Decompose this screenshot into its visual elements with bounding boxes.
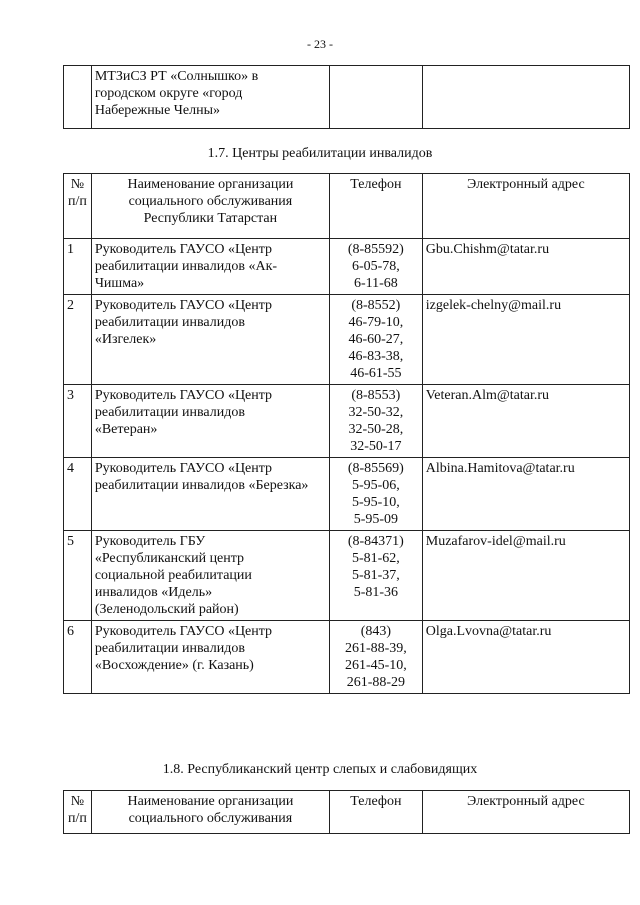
table-row [64,385,630,458]
name-line: Руководитель ГАУСО «Центр [94,242,273,257]
email-address: Albina.Hamitova@tatar.ru [422,458,629,531]
table-row [64,295,630,385]
name-line: Руководитель ГАУСО «Центр [94,461,273,476]
name-line: Набережные Челны» [94,103,221,118]
phone-line: (8-85592) [347,242,404,257]
email-address: izgelek-chelny@mail.ru [422,295,629,385]
table-row [64,66,630,129]
row-number: 2 [64,295,92,385]
name-line: реабилитации инвалидов [94,405,245,420]
row-number: 5 [64,531,92,621]
name-line: социальной реабилитации [94,568,252,583]
organization-name [91,458,329,531]
header-organization-line: социального обслуживания [128,811,293,826]
header-organization-line: Наименование организации [127,177,294,192]
rehabilitation-centers-table [63,173,630,694]
phone-line: (8-84371) [347,534,404,549]
header-phone: Телефон [329,791,422,834]
row-number: 1 [64,239,92,295]
name-line: МТЗиСЗ РТ «Солнышко» в [94,69,259,84]
header-phone: Телефон [329,174,422,239]
header-organization-line: социального обслуживания [128,194,293,209]
phone-line: 6-05-78, [351,259,400,274]
email-cell [422,66,629,129]
name-line: городском округе «город [94,86,243,101]
header-organization-line: Республики Татарстан [143,211,278,226]
phone-cell [329,531,422,621]
table-row [64,458,630,531]
phone-line: (8-8553) [351,388,401,403]
phone-line: 5-95-06, [351,478,400,493]
header-email: Электронный адрес [422,791,629,834]
phone-line: 46-60-27, [348,332,404,347]
header-number-line: п/п [67,194,87,209]
organization-name [91,239,329,295]
phone-line: 32-50-32, [348,405,404,420]
organization-name [91,385,329,458]
phone-line: 46-79-10, [348,315,404,330]
header-number [64,174,92,239]
phone-line: 32-50-28, [348,422,404,437]
organization-name [91,621,329,694]
phone-line: 261-88-39, [344,641,407,656]
phone-line: (8-85569) [347,461,404,476]
name-line: реабилитации инвалидов [94,315,245,330]
phone-line: 261-45-10, [344,658,407,673]
phone-line: 46-83-38, [348,349,404,364]
phone-cell [329,621,422,694]
organization-name [91,531,329,621]
name-line: «Республиканский центр [94,551,245,566]
name-line: Руководитель ГАУСО «Центр [94,624,273,639]
email-address: Olga.Lvovna@tatar.ru [422,621,629,694]
phone-cell [329,66,422,129]
organization-name [91,295,329,385]
phone-line: 5-95-09 [353,512,399,527]
name-line: инвалидов «Идель» [94,585,213,600]
name-line: (Зеленодольский район) [94,602,239,617]
section-title-blind-center: 1.8. Республиканский центр слепых и слабовидящих [162,762,478,777]
header-organization [91,791,329,834]
previous-table-continuation [63,65,630,129]
table-header-row [64,791,630,834]
phone-cell [329,239,422,295]
name-line: реабилитации инвалидов [94,641,245,656]
name-line: реабилитации инвалидов «Ак- [94,259,278,274]
phone-line: 32-50-17 [350,439,402,454]
table-row [64,531,630,621]
header-number-line: № [70,177,85,192]
phone-line: 5-95-10, [351,495,400,510]
phone-cell [329,295,422,385]
email-address: Muzafarov-idel@mail.ru [422,531,629,621]
name-line: «Изгелек» [94,332,157,347]
name-line: Руководитель ГАУСО «Центр [94,388,273,403]
phone-line: 46-61-55 [350,366,402,381]
phone-cell [329,385,422,458]
phone-line: (8-8552) [351,298,401,313]
phone-cell [329,458,422,531]
name-line: Руководитель ГАУСО «Центр [94,298,273,313]
table-row [64,621,630,694]
header-number [64,791,92,834]
row-number: 6 [64,621,92,694]
header-email: Электронный адрес [422,174,629,239]
table-header-row [64,174,630,239]
phone-line: 261-88-29 [346,675,406,690]
organization-name [91,66,329,129]
header-organization-line: Наименование организации [127,794,294,809]
row-number: 4 [64,458,92,531]
phone-line: 5-81-62, [351,551,400,566]
header-organization [91,174,329,239]
row-number [64,66,92,129]
phone-line: 5-81-36 [353,585,399,600]
name-line: Чишма» [94,276,145,291]
phone-line: 6-11-68 [353,276,398,291]
section-title-rehabilitation-centers: 1.7. Центры реабилитации инвалидов [207,146,433,161]
name-line: Руководитель ГБУ [94,534,206,549]
header-number-line: № [70,794,85,809]
name-line: «Ветеран» [94,422,158,437]
email-address: Gbu.Chishm@tatar.ru [422,239,629,295]
phone-line: 5-81-37, [351,568,400,583]
header-number-line: п/п [67,811,87,826]
name-line: «Восхождение» (г. Казань) [94,658,254,673]
phone-line: (843) [360,624,392,639]
page-number: - 23 - [307,37,333,51]
name-line: реабилитации инвалидов «Березка» [94,478,309,493]
rehabilitation-centers-rows [64,239,630,694]
table-row [64,239,630,295]
row-number: 3 [64,385,92,458]
email-address: Veteran.Alm@tatar.ru [422,385,629,458]
blind-center-table [63,790,630,834]
